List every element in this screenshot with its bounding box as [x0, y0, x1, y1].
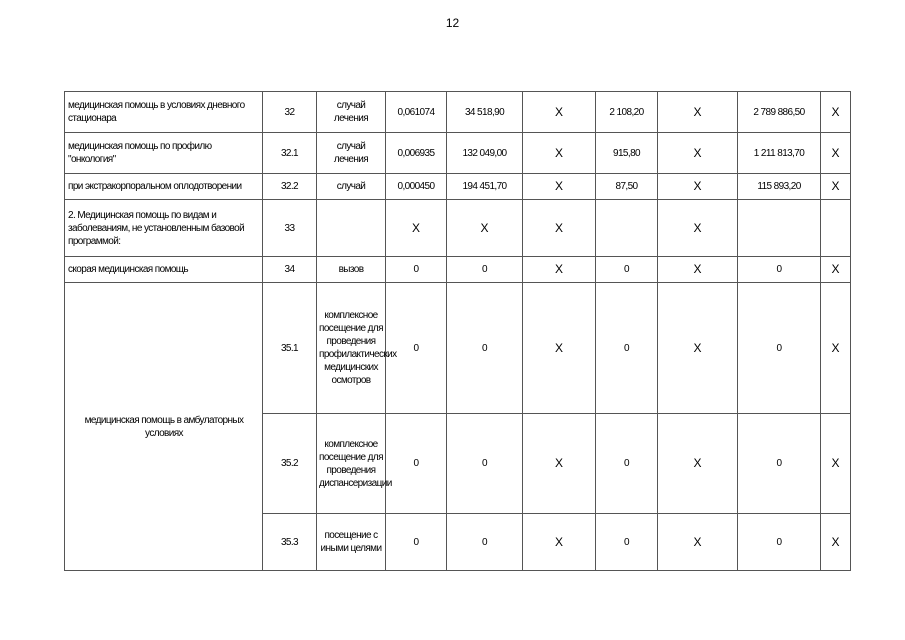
cell: Х	[658, 133, 738, 174]
cell: 0	[447, 414, 523, 514]
cell: 0	[447, 283, 523, 414]
page-number: 12	[445, 16, 460, 30]
cell: 0	[596, 257, 658, 283]
row-code: 32	[263, 92, 317, 133]
row-unit: посещение с иными целями	[317, 514, 386, 571]
row-unit: случай	[317, 174, 386, 200]
cell: 34 518,90	[447, 92, 523, 133]
row-unit: случай лечения	[317, 133, 386, 174]
cell: 0	[596, 414, 658, 514]
cell: Х	[523, 514, 596, 571]
cell: Х	[658, 174, 738, 200]
table-row	[65, 283, 851, 414]
cell: 0	[447, 514, 523, 571]
cell: 115 893,20	[738, 174, 821, 200]
row-unit: случай лечения	[317, 92, 386, 133]
cell: 0	[386, 283, 447, 414]
cell: 2 789 886,50	[738, 92, 821, 133]
cell: Х	[447, 200, 523, 257]
cell	[738, 200, 821, 257]
cell: Х	[821, 92, 851, 133]
cell: 0,000450	[386, 174, 447, 200]
cell: Х	[821, 174, 851, 200]
cell: 0	[738, 283, 821, 414]
row-unit	[317, 200, 386, 257]
row-code: 34	[263, 257, 317, 283]
row-code: 32.1	[263, 133, 317, 174]
cell: 0	[386, 257, 447, 283]
cell: 132 049,00	[447, 133, 523, 174]
cell: 0	[386, 514, 447, 571]
table-row	[65, 92, 851, 133]
ambulatory-name: медицинская помощь в амбулаторных условиях	[65, 283, 263, 571]
cell: 0	[386, 414, 447, 514]
cell: Х	[523, 283, 596, 414]
cell: 0	[596, 514, 658, 571]
cell: 0,006935	[386, 133, 447, 174]
cell: Х	[658, 200, 738, 257]
cell: 1 211 813,70	[738, 133, 821, 174]
row-code: 35.3	[263, 514, 317, 571]
cell: 0	[596, 283, 658, 414]
table-row	[65, 133, 851, 174]
cell: Х	[658, 257, 738, 283]
table-row	[65, 200, 851, 257]
row-unit: комплексное посещение для проведения профилактических медицинских осмотров	[317, 283, 386, 414]
row-name: скорая медицинская помощь	[65, 257, 263, 283]
cell: Х	[821, 414, 851, 514]
row-name: медицинская помощь по профилю "онкология"	[65, 133, 263, 174]
row-unit: комплексное посещение для проведения диспансеризации	[317, 414, 386, 514]
cell: Х	[821, 257, 851, 283]
cell: 0,061074	[386, 92, 447, 133]
cell	[821, 200, 851, 257]
row-name: при экстракорпоральном оплодотворении	[65, 174, 263, 200]
row-name: 2. Медицинская помощь по видам и заболеваниям, не установленным базовой программой:	[65, 200, 263, 257]
row-name: медицинская помощь в условиях дневного стационара	[65, 92, 263, 133]
cell: Х	[523, 257, 596, 283]
data-table	[64, 91, 851, 571]
cell: Х	[523, 174, 596, 200]
cell: 2 108,20	[596, 92, 658, 133]
cell: Х	[821, 514, 851, 571]
cell	[596, 200, 658, 257]
cell: Х	[386, 200, 447, 257]
cell: Х	[821, 283, 851, 414]
cell: 0	[738, 514, 821, 571]
cell: Х	[658, 283, 738, 414]
cell: Х	[658, 514, 738, 571]
cell: Х	[523, 133, 596, 174]
cell: 915,80	[596, 133, 658, 174]
cell: Х	[523, 200, 596, 257]
table-row	[65, 257, 851, 283]
cell: Х	[658, 414, 738, 514]
cell: 194 451,70	[447, 174, 523, 200]
cell: Х	[523, 92, 596, 133]
table-row	[65, 174, 851, 200]
cell: Х	[523, 414, 596, 514]
row-code: 35.2	[263, 414, 317, 514]
cell: 0	[447, 257, 523, 283]
row-code: 35.1	[263, 283, 317, 414]
cell: 0	[738, 257, 821, 283]
row-code: 32.2	[263, 174, 317, 200]
cell: Х	[821, 133, 851, 174]
cell: 0	[738, 414, 821, 514]
cell: 87,50	[596, 174, 658, 200]
row-unit: вызов	[317, 257, 386, 283]
row-code: 33	[263, 200, 317, 257]
cell: Х	[658, 92, 738, 133]
